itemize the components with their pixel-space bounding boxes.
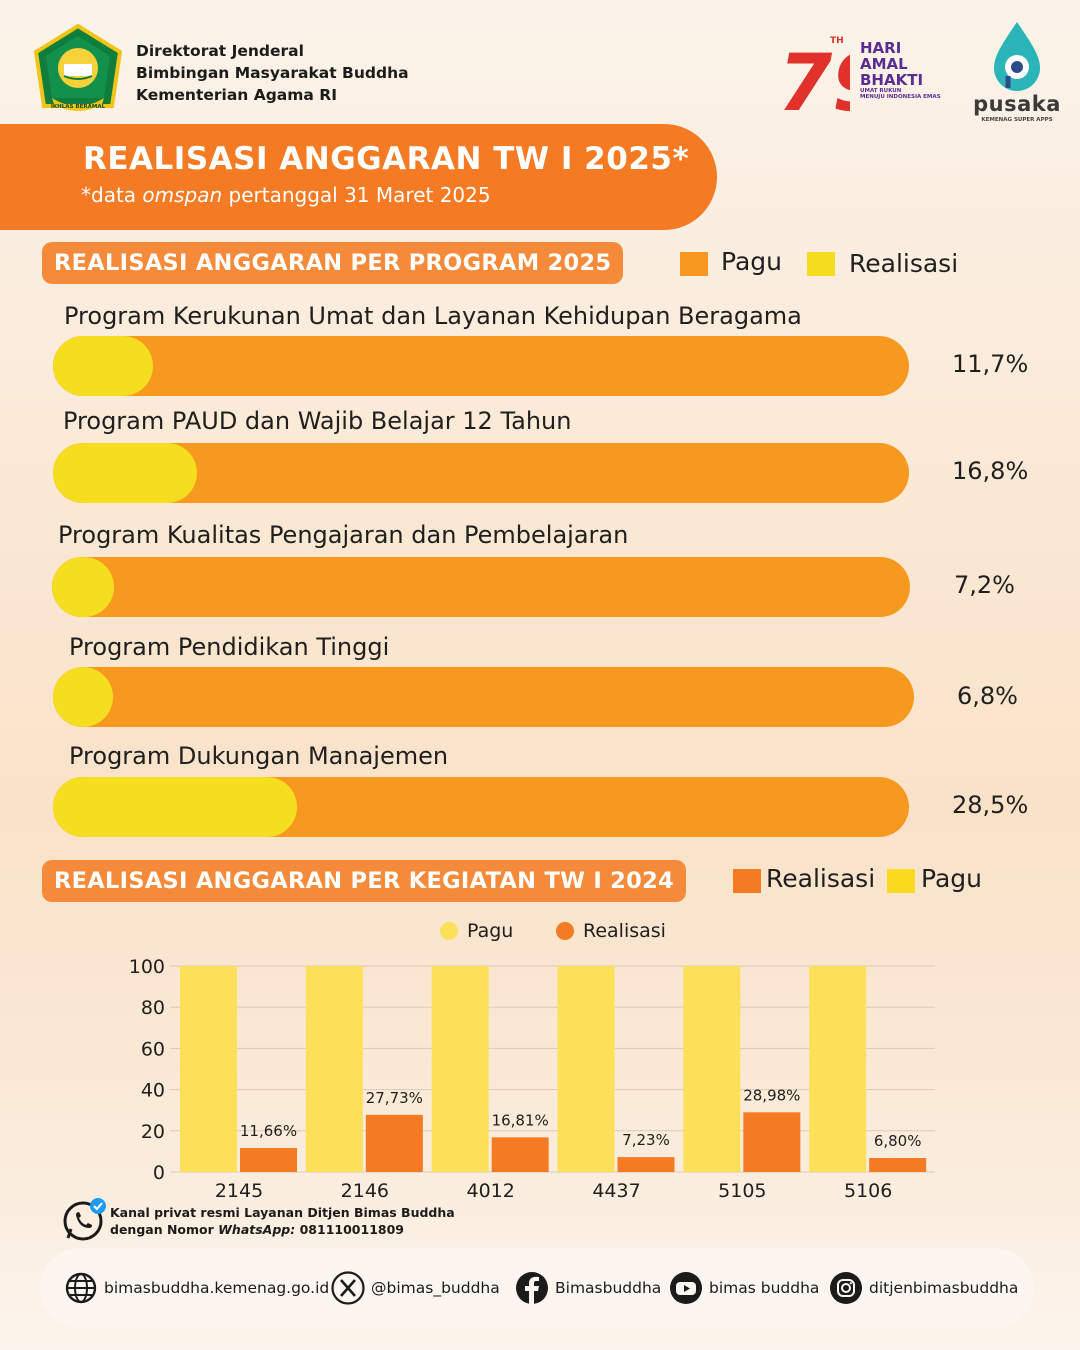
social-website[interactable] (64, 1270, 329, 1306)
program-label-2: Program PAUD dan Wajib Belajar 12 Tahun (63, 407, 572, 435)
instagram-text: ditjenbimasbuddha (869, 1279, 1019, 1297)
bar-realisasi (366, 1115, 423, 1172)
program-label-1: Program Kerukunan Umat dan Layanan Kehidupan Beragama (64, 302, 802, 330)
social-instagram[interactable] (829, 1270, 1018, 1306)
youtube-text: bimas buddha (709, 1279, 820, 1297)
svg-text:79: 7 (778, 39, 833, 116)
x-handle-text: @bimas_buddha (371, 1279, 500, 1297)
program-label-5: Program Dukungan Manajemen (69, 742, 449, 770)
facebook-icon (515, 1271, 549, 1305)
y-tick-label: 100 (128, 956, 165, 978)
program-bar-4 (53, 667, 914, 727)
globe-icon (64, 1271, 98, 1305)
bar-realisasi (869, 1158, 926, 1172)
legend-realisasi-swatch (807, 252, 835, 276)
legend2-realisasi-swatch (733, 869, 761, 893)
program-bar-1 (53, 336, 909, 396)
data-source-note: *data omspan pertanggal 31 Maret 2025 (81, 183, 491, 207)
program-percent-4: 6,8% (957, 682, 1018, 710)
pusaka-drop-icon (972, 20, 1062, 92)
program-bar-3 (52, 557, 910, 617)
pusaka-logo (972, 20, 1062, 130)
chart-legend-realisasi-dot (556, 922, 574, 940)
x-tick-label: 5106 (843, 1180, 893, 1202)
bar-pagu (683, 966, 740, 1172)
program-bar-5 (53, 777, 909, 837)
whatsapp-icon (62, 1198, 106, 1242)
instagram-icon (829, 1271, 863, 1305)
x-tick-label: 4012 (466, 1180, 515, 1202)
bar-realisasi (743, 1112, 800, 1172)
legend-pagu-label: Pagu (721, 247, 782, 276)
program-fill-5 (53, 777, 297, 837)
chart-legend-realisasi-label: Realisasi (583, 920, 666, 942)
facebook-text: Bimasbuddha (555, 1279, 662, 1297)
chart-legend-pagu-label: Pagu (467, 920, 514, 942)
section-program-title: REALISASI ANGGARAN PER PROGRAM 2025 (42, 242, 623, 284)
legend2-realisasi-label: Realisasi (766, 864, 876, 893)
legend-realisasi-label: Realisasi (849, 249, 959, 278)
pusaka-tagline: KEMENAG SUPER APPS (981, 117, 1053, 123)
org-line-3: Kementerian Agama RI (136, 86, 337, 104)
bar-realisasi (240, 1148, 297, 1172)
program-fill-3 (52, 557, 114, 617)
section-kegiatan-title: REALISASI ANGGARAN PER KEGIATAN TW I 2024 (42, 860, 686, 902)
realisasi-data-label: 6,80% (873, 1131, 922, 1150)
org-line-2: Bimbingan Masyarakat Buddha (136, 64, 409, 82)
organization-name (136, 40, 409, 106)
x-twitter-icon (331, 1271, 365, 1305)
program-percent-2: 16,8% (952, 457, 1029, 485)
program-label-3: Program Kualitas Pengajaran dan Pembelajaran (58, 521, 629, 549)
bar-realisasi (492, 1137, 549, 1172)
x-tick-label: 4437 (592, 1180, 641, 1202)
y-tick-label: 0 (152, 1162, 165, 1184)
y-tick-label: 20 (140, 1120, 165, 1143)
program-fill-2 (53, 443, 197, 503)
legend2-pagu-swatch (887, 869, 915, 893)
legend-pagu-swatch (680, 252, 708, 276)
hab-79-logo (778, 34, 850, 116)
program-percent-3: 7,2% (954, 571, 1015, 599)
realisasi-data-label: 27,73% (365, 1088, 423, 1107)
realisasi-data-label: 16,81% (491, 1111, 549, 1130)
bar-pagu (809, 966, 866, 1172)
program-bar-2 (53, 443, 909, 503)
bar-realisasi (618, 1157, 675, 1172)
website-text: bimasbuddha.kemenag.go.id (104, 1279, 330, 1297)
page-title: REALISASI ANGGARAN TW I 2025* (83, 141, 690, 177)
whatsapp-number: 081110011809 (299, 1222, 404, 1237)
whatsapp-info: Kanal privat resmi Layanan Ditjen Bimas Buddha dengan Nomor WhatsApp: 081110011809 (110, 1205, 455, 1237)
bar-pagu (558, 966, 615, 1172)
program-percent-1: 11,7% (952, 350, 1029, 378)
org-line-1: Direktorat Jenderal (136, 42, 304, 60)
program-fill-4 (53, 667, 113, 727)
program-label-4: Program Pendidikan Tinggi (69, 633, 390, 661)
bar-pagu (306, 966, 363, 1172)
chart-legend-pagu-dot (440, 922, 458, 940)
realisasi-data-label: 28,98% (743, 1086, 801, 1105)
social-facebook[interactable] (515, 1270, 661, 1306)
social-x[interactable] (331, 1270, 500, 1306)
kemenag-logo (28, 24, 128, 116)
program-percent-5: 28,5% (952, 791, 1029, 819)
kegiatan-bar-chart (110, 905, 960, 1205)
program-fill-1 (53, 336, 153, 396)
social-youtube[interactable] (669, 1270, 819, 1306)
legend2-pagu-label: Pagu (921, 864, 982, 893)
svg-text:TH: TH (830, 36, 844, 46)
y-tick-label: 80 (140, 997, 165, 1020)
y-tick-label: 60 (140, 1038, 165, 1061)
svg-text:IKHLAS BERAMAL: IKHLAS BERAMAL (50, 104, 106, 110)
x-tick-label: 2145 (214, 1180, 264, 1202)
realisasi-data-label: 11,66% (239, 1121, 298, 1140)
realisasi-data-label: 7,23% (622, 1131, 670, 1150)
bar-pagu (432, 966, 489, 1172)
title-banner (0, 124, 717, 230)
y-tick-label: 40 (140, 1079, 165, 1102)
youtube-icon (669, 1271, 703, 1305)
bar-pagu (180, 966, 237, 1172)
x-tick-label: 5105 (718, 1180, 767, 1202)
pusaka-name: pusaka (973, 92, 1061, 116)
x-tick-label: 2146 (340, 1180, 390, 1202)
hari-amal-bhakti-text: HARI AMAL BHAKTI UMAT RUKUN MENUJU INDONESIA EMAS (860, 39, 941, 100)
